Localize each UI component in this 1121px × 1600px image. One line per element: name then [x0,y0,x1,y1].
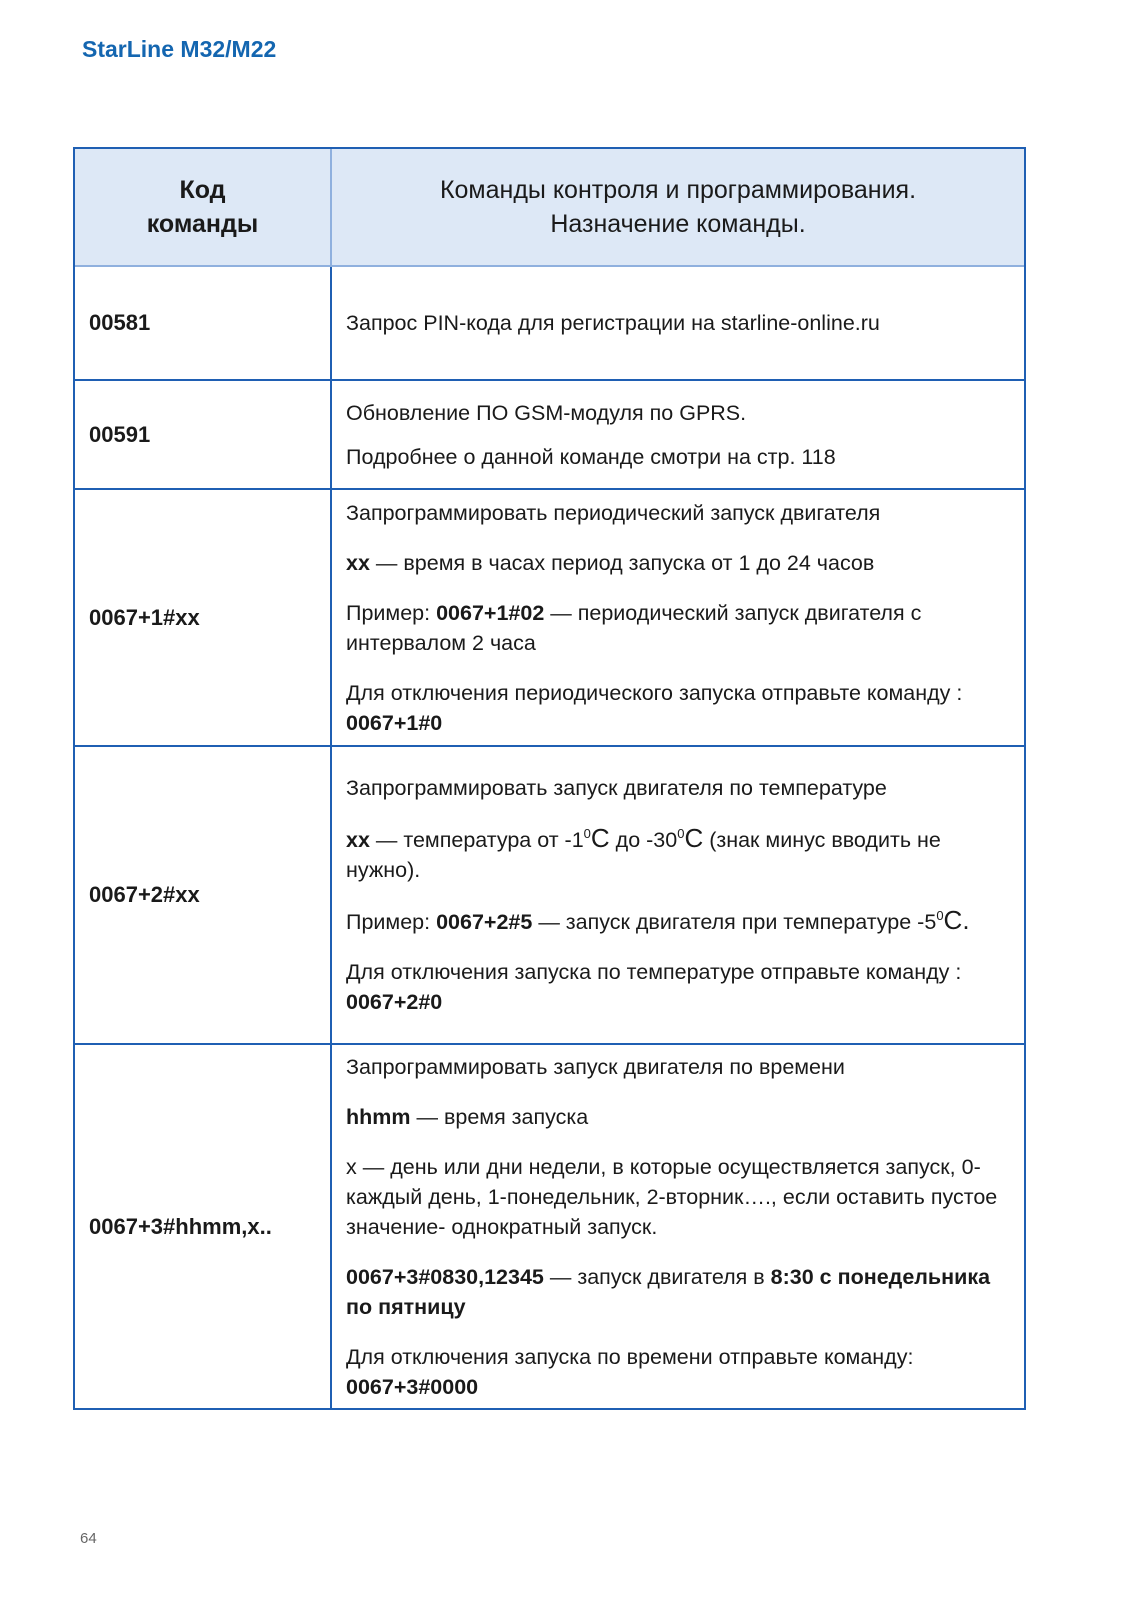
celsius-symbol: С [590,823,610,853]
param-text: до -30 [609,828,678,852]
param-name: hhmm [346,1104,411,1129]
header-code-line1: Код [179,176,226,204]
header-desc-line2: Назначение команды. [550,210,806,238]
degree-sup: 0 [583,826,591,841]
header-desc-cell [332,149,1024,265]
description-param [346,1102,1012,1132]
command-code: 00591 [75,381,332,488]
description-example [346,905,1012,937]
table-row [75,1043,1024,1408]
commands-table [73,147,1026,1410]
description-text: Запрограммировать периодический запуск двигателя [346,500,881,525]
description-text: x — день или дни недели, в которые осуществляется запуск, 0-каждый день, 1-понедельник, 2-вторник…., если оставить пустое значение- однократный запуск. [346,1154,998,1239]
example-text: — периодический запуск двигателя с интервалом 2 часа [346,600,922,655]
param-text: — время запуска [410,1104,589,1129]
disable-code: 0067+2#0 [346,990,443,1014]
description-param [346,823,1012,885]
description-example [346,598,1012,658]
command-code: 0067+3#hhmm,x.. [75,1045,332,1408]
table-header [75,149,1024,267]
description-example [346,1262,1012,1322]
description-text: Запрограммировать запуск двигателя по температуре [346,776,887,800]
param-name: xx [346,550,370,575]
command-description [332,747,1024,1043]
command-code: 0067+2#xx [75,747,332,1043]
disable-code: 0067+1#0 [346,710,443,735]
description-text: Обновление ПО GSM-модуля по GPRS. [346,400,747,425]
table-row [75,379,1024,488]
example-code: 0067+1#02 [436,600,545,625]
example-time: 8:30 с понедельника по пятницу [346,1264,991,1319]
disable-text: Для отключения запуска по температуре отправьте команду : [346,960,962,984]
degree-sup: 0 [936,908,944,923]
param-text: — время в часах период запуска от 1 до 24 часов [369,550,875,575]
description-disable [346,1342,1012,1402]
disable-text: Для отключения периодического запуска отправьте команду : [346,680,963,705]
description-text: Запрос PIN-кода для регистрации на starline-online.ru [346,311,880,335]
example-code: 0067+2#5 [436,910,533,934]
command-description [332,381,1024,488]
command-description [332,1045,1024,1408]
header-code-cell [75,149,332,265]
description-text: Запрограммировать запуск двигателя по времени [346,1054,845,1079]
table-row [75,488,1024,745]
description-param [346,548,1012,578]
param-text: — температура от -1 [369,828,584,852]
disable-code: 0067+3#0000 [346,1374,479,1399]
header-code-line2: команды [146,210,259,238]
example-text: — запуск двигателя при температуре -5 [532,910,937,934]
degree-sup: 0 [677,826,685,841]
example-prefix: Пример: [346,600,437,625]
celsius-symbol: С. [943,905,970,935]
command-code: 00581 [75,267,332,379]
table-row [75,267,1024,379]
page-number: 64 [80,1530,97,1547]
description-disable [346,957,1012,1017]
example-code: 0067+3#0830,12345 [346,1264,544,1289]
table-row [75,745,1024,1043]
param-name: xx [346,828,370,852]
celsius-symbol: С [684,823,704,853]
command-description [332,490,1024,745]
command-code: 0067+1#xx [75,490,332,745]
brand-title: StarLine M32/M22 [82,36,277,62]
disable-text: Для отключения запуска по времени отправьте команду: [346,1344,914,1369]
command-description [332,267,1024,379]
description-text: Подробнее о данной команде смотри на стр. 118 [346,444,836,469]
example-prefix: Пример: [346,910,437,934]
header-desc-line1: Команды контроля и программирования. [439,176,917,204]
param-text: (знак минус вводить не нужно). [346,828,941,882]
example-text: — запуск двигателя в [543,1264,771,1289]
description-disable [346,678,1012,738]
